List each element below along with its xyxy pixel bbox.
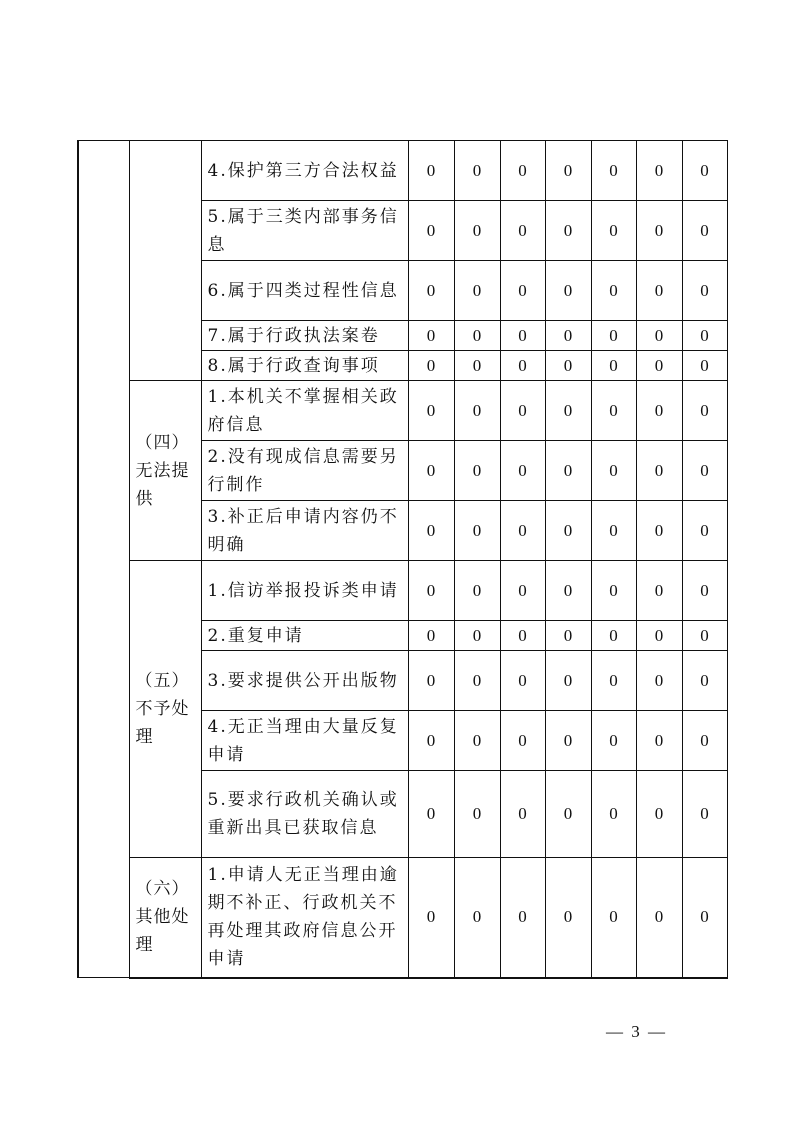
value-cell: 0 — [682, 621, 727, 651]
value-cell: 0 — [500, 141, 545, 201]
value-cell: 0 — [500, 201, 545, 261]
row-item: 8.属于行政查询事项 — [201, 351, 408, 381]
value-cell: 0 — [500, 561, 545, 621]
value-cell: 0 — [545, 141, 591, 201]
value-cell: 0 — [408, 651, 454, 711]
value-cell: 0 — [545, 261, 591, 321]
value-cell: 0 — [682, 651, 727, 711]
value-cell: 0 — [500, 501, 545, 561]
value-cell: 0 — [408, 201, 454, 261]
value-cell: 0 — [454, 141, 500, 201]
value-cell: 0 — [408, 141, 454, 201]
value-cell: 0 — [500, 651, 545, 711]
value-cell: 0 — [591, 501, 636, 561]
value-cell: 0 — [500, 771, 545, 858]
value-cell: 0 — [408, 501, 454, 561]
value-cell: 0 — [591, 381, 636, 441]
value-cell: 0 — [545, 321, 591, 351]
value-cell: 0 — [682, 501, 727, 561]
value-cell: 0 — [636, 441, 682, 501]
row-item: 4.无正当理由大量反复申请 — [201, 711, 408, 771]
value-cell: 0 — [454, 381, 500, 441]
group-cell-no-processing: （五）不予处理 — [129, 561, 201, 858]
value-cell: 0 — [591, 858, 636, 978]
value-cell: 0 — [636, 321, 682, 351]
value-cell: 0 — [636, 771, 682, 858]
value-cell: 0 — [454, 201, 500, 261]
value-cell: 0 — [591, 141, 636, 201]
value-cell: 0 — [591, 561, 636, 621]
value-cell: 0 — [545, 351, 591, 381]
value-cell: 0 — [682, 858, 727, 978]
value-cell: 0 — [682, 441, 727, 501]
value-cell: 0 — [454, 261, 500, 321]
row-item: 1.申请人无正当理由逾期不补正、行政机关不再处理其政府信息公开申请 — [201, 858, 408, 978]
value-cell: 0 — [545, 381, 591, 441]
value-cell: 0 — [636, 711, 682, 771]
value-cell: 0 — [454, 651, 500, 711]
value-cell: 0 — [545, 501, 591, 561]
value-cell: 0 — [591, 651, 636, 711]
value-cell: 0 — [408, 441, 454, 501]
value-cell: 0 — [408, 261, 454, 321]
value-cell: 0 — [408, 561, 454, 621]
value-cell: 0 — [545, 651, 591, 711]
value-cell: 0 — [408, 771, 454, 858]
value-cell: 0 — [682, 141, 727, 201]
value-cell: 0 — [682, 321, 727, 351]
value-cell: 0 — [454, 351, 500, 381]
value-cell: 0 — [682, 561, 727, 621]
statistics-table — [77, 140, 728, 979]
value-cell: 0 — [408, 351, 454, 381]
value-cell: 0 — [454, 501, 500, 561]
row-item: 2.重复申请 — [201, 621, 408, 651]
value-cell: 0 — [454, 321, 500, 351]
value-cell: 0 — [591, 261, 636, 321]
value-cell: 0 — [591, 351, 636, 381]
value-cell: 0 — [636, 381, 682, 441]
value-cell: 0 — [682, 261, 727, 321]
value-cell: 0 — [682, 381, 727, 441]
value-cell: 0 — [636, 561, 682, 621]
value-cell: 0 — [591, 621, 636, 651]
value-cell: 0 — [636, 651, 682, 711]
value-cell: 0 — [636, 201, 682, 261]
outer-category-cell — [78, 141, 129, 978]
value-cell: 0 — [636, 858, 682, 978]
row-item: 2.没有现成信息需要另行制作 — [201, 441, 408, 501]
value-cell: 0 — [636, 501, 682, 561]
value-cell: 0 — [454, 858, 500, 978]
value-cell: 0 — [408, 621, 454, 651]
value-cell: 0 — [636, 141, 682, 201]
value-cell: 0 — [408, 321, 454, 351]
value-cell: 0 — [454, 561, 500, 621]
group-cell-other-processing: （六）其他处理 — [129, 858, 201, 978]
value-cell: 0 — [591, 711, 636, 771]
value-cell: 0 — [500, 381, 545, 441]
value-cell: 0 — [591, 321, 636, 351]
value-cell: 0 — [500, 858, 545, 978]
value-cell: 0 — [500, 261, 545, 321]
row-item: 1.本机关不掌握相关政府信息 — [201, 381, 408, 441]
value-cell: 0 — [408, 381, 454, 441]
row-item: 3.要求提供公开出版物 — [201, 651, 408, 711]
row-item: 4.保护第三方合法权益 — [201, 141, 408, 201]
group-cell-cannot-provide: （四）无法提供 — [129, 381, 201, 561]
page-number: — 3 — — [606, 1022, 667, 1041]
row-item: 3.补正后申请内容仍不明确 — [201, 501, 408, 561]
value-cell: 0 — [500, 441, 545, 501]
row-item: 7.属于行政执法案卷 — [201, 321, 408, 351]
value-cell: 0 — [545, 711, 591, 771]
value-cell: 0 — [454, 441, 500, 501]
value-cell: 0 — [545, 441, 591, 501]
value-cell: 0 — [545, 621, 591, 651]
row-item: 5.要求行政机关确认或重新出具已获取信息 — [201, 771, 408, 858]
value-cell: 0 — [682, 201, 727, 261]
value-cell: 0 — [591, 441, 636, 501]
value-cell: 0 — [591, 201, 636, 261]
value-cell: 0 — [500, 621, 545, 651]
value-cell: 0 — [545, 771, 591, 858]
row-item: 6.属于四类过程性信息 — [201, 261, 408, 321]
value-cell: 0 — [500, 351, 545, 381]
row-item: 5.属于三类内部事务信息 — [201, 201, 408, 261]
value-cell: 0 — [682, 351, 727, 381]
value-cell: 0 — [636, 351, 682, 381]
value-cell: 0 — [636, 261, 682, 321]
value-cell: 0 — [454, 771, 500, 858]
value-cell: 0 — [454, 621, 500, 651]
value-cell: 0 — [408, 858, 454, 978]
value-cell: 0 — [591, 771, 636, 858]
table-body — [78, 141, 727, 978]
value-cell: 0 — [408, 711, 454, 771]
value-cell: 0 — [500, 711, 545, 771]
group-cell — [129, 141, 201, 381]
value-cell: 0 — [636, 621, 682, 651]
value-cell: 0 — [545, 201, 591, 261]
value-cell: 0 — [500, 321, 545, 351]
value-cell: 0 — [545, 858, 591, 978]
value-cell: 0 — [454, 711, 500, 771]
value-cell: 0 — [682, 711, 727, 771]
value-cell: 0 — [682, 771, 727, 858]
row-item: 1.信访举报投诉类申请 — [201, 561, 408, 621]
value-cell: 0 — [545, 561, 591, 621]
